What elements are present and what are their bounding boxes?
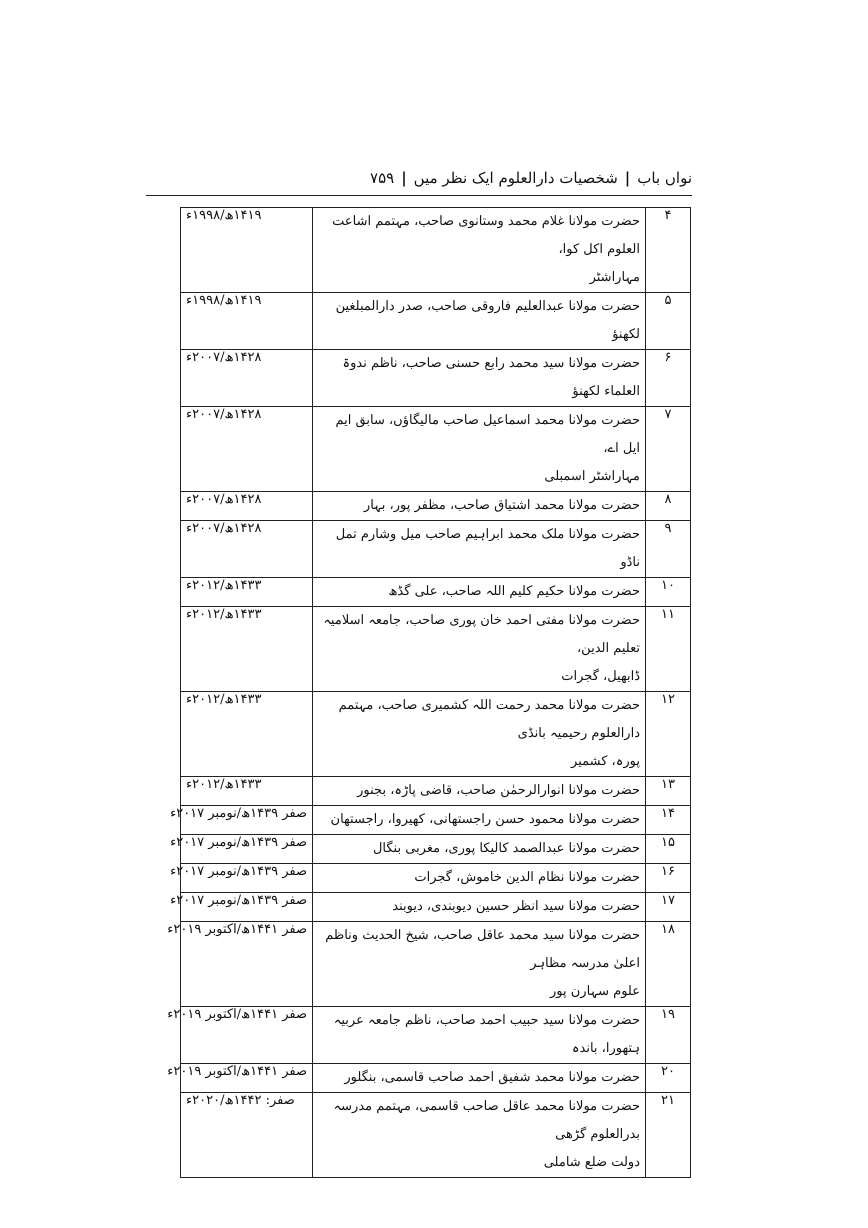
person-text-line: حضرت مولانا ملک محمد ابراہیم صاحب میل وشارم تمل ناڈو	[335, 527, 640, 570]
person-cell	[313, 692, 646, 777]
table-row	[181, 922, 691, 1007]
table-row	[181, 835, 691, 864]
row-number: ۱۶	[646, 864, 691, 893]
person-text-line: حضرت مولانا محمود حسن راجستھانی، کھیروا، راجستھان	[330, 812, 640, 827]
row-number: ۱۲	[646, 692, 691, 777]
date-cell: صفر ۱۴۳۹ھ/نومبر ۲۰۱۷ء	[181, 893, 313, 922]
row-number: ۱۸	[646, 922, 691, 1007]
date-cell: ۱۴۳۳ھ/۲۰۱۲ء	[181, 777, 313, 806]
date-cell: ۱۴۲۸ھ/۲۰۰۷ء	[181, 407, 313, 492]
person-text-line: حضرت مولانا غلام محمد وستانوی صاحب، مہتمم اشاعت العلوم اکل کوا،	[332, 214, 640, 257]
row-number: ۶	[646, 350, 691, 407]
header-separator: |	[401, 169, 407, 187]
person-cell	[313, 607, 646, 692]
person-text-line: حضرت مولانا انوارالرحمٰن صاحب، قاضی پاڑہ، بجنور	[357, 783, 640, 798]
person-cell	[313, 893, 646, 922]
date-cell: صفر ۱۴۴۱ھ/اکتوبر ۲۰۱۹ء	[181, 1064, 313, 1093]
table-row	[181, 293, 691, 350]
person-text-line: علوم سہارن پور	[550, 984, 640, 999]
person-text-line: حضرت مولانا محمد شفیق احمد صاحب قاسمی، بنگلور	[344, 1070, 640, 1085]
row-number: ۱۵	[646, 835, 691, 864]
row-number: ۱۱	[646, 607, 691, 692]
table-row	[181, 578, 691, 607]
table-row	[181, 864, 691, 893]
person-text-line: حضرت مولانا سید محمد رابع حسنی صاحب، ناظم ندوۃ العلماء لکھنؤ	[342, 356, 640, 399]
date-cell: ۱۴۳۳ھ/۲۰۱۲ء	[181, 692, 313, 777]
person-text-line: حضرت مولانا نظام الدین خاموش، گجرات	[414, 870, 640, 885]
date-cell: صفر ۱۴۴۱ھ/اکتوبر ۲۰۱۹ء	[181, 1007, 313, 1064]
row-number: ۱۴	[646, 806, 691, 835]
person-text-line: حضرت مولانا عبدالعلیم فاروقی صاحب، صدر دارالمبلغین لکھنؤ	[335, 299, 640, 342]
row-number: ۹	[646, 521, 691, 578]
table-row	[181, 1093, 691, 1178]
row-number: ۴	[646, 208, 691, 293]
table-row	[181, 806, 691, 835]
table-row	[181, 777, 691, 806]
person-cell	[313, 806, 646, 835]
person-text-line: حضرت مولانا سید انظر حسین دیوبندی، دیوبند	[392, 899, 640, 914]
table-row	[181, 521, 691, 578]
person-text-line: حضرت مولانا حکیم کلیم اللہ صاحب، علی گڈھ	[388, 584, 640, 599]
person-text-line: ڈابھیل، گجرات	[561, 669, 640, 684]
person-cell	[313, 492, 646, 521]
person-text-line: حضرت مولانا سید محمد عاقل صاحب، شیخ الحدیث وناظم اعلیٰ مدرسہ مظاہر	[325, 928, 640, 971]
table-row	[181, 208, 691, 293]
date-cell: ۱۴۳۳ھ/۲۰۱۲ء	[181, 578, 313, 607]
date-cell: ۱۴۳۳ھ/۲۰۱۲ء	[181, 607, 313, 692]
header-separator: |	[624, 169, 631, 187]
date-cell: ۱۴۱۹ھ/۱۹۹۸ء	[181, 208, 313, 293]
person-cell	[313, 407, 646, 492]
chapter-label: نواں باب	[637, 169, 692, 187]
date-cell: ۱۴۱۹ھ/۱۹۹۸ء	[181, 293, 313, 350]
date-cell: صفر ۱۴۳۹ھ/نومبر ۲۰۱۷ء	[181, 806, 313, 835]
row-number: ۱۰	[646, 578, 691, 607]
date-cell: صفر ۱۴۳۹ھ/نومبر ۲۰۱۷ء	[181, 835, 313, 864]
table-row	[181, 350, 691, 407]
date-cell: ۱۴۲۸ھ/۲۰۰۷ء	[181, 521, 313, 578]
person-text-line: دولت ضلع شاملی	[543, 1155, 640, 1170]
date-cell: صفر ۱۴۳۹ھ/نومبر ۲۰۱۷ء	[181, 864, 313, 893]
date-cell: ۱۴۲۸ھ/۲۰۰۷ء	[181, 350, 313, 407]
header-rule	[146, 195, 692, 196]
person-cell	[313, 208, 646, 293]
person-cell	[313, 1093, 646, 1178]
table-row	[181, 1064, 691, 1093]
date-cell: صفر ۱۴۴۱ھ/اکتوبر ۲۰۱۹ء	[181, 922, 313, 1007]
table-body	[167, 208, 691, 1178]
person-cell	[313, 864, 646, 893]
person-text-line: حضرت مولانا محمد رحمت اللہ کشمیری صاحب، مہتمم دارالعلوم رحیمیہ بانڈی	[338, 698, 640, 741]
personalities-table	[167, 207, 691, 1178]
person-cell	[313, 922, 646, 1007]
person-text-line: مہاراشٹر	[589, 270, 640, 285]
running-header	[180, 164, 692, 192]
row-number: ۱۷	[646, 893, 691, 922]
row-number: ۲۱	[646, 1093, 691, 1178]
row-number: ۱۳	[646, 777, 691, 806]
person-cell	[313, 521, 646, 578]
table-row	[181, 492, 691, 521]
person-text-line: حضرت مولانا عبدالصمد کالیکا پوری، مغربی بنگال	[372, 841, 640, 856]
page-number: ۷۵۹	[370, 169, 395, 187]
table-row	[181, 692, 691, 777]
person-cell	[313, 293, 646, 350]
row-number: ۸	[646, 492, 691, 521]
person-text-line: حضرت مولانا مفتی احمد خان پوری صاحب، جامعہ اسلامیہ تعلیم الدین،	[323, 613, 640, 656]
table-row	[181, 607, 691, 692]
person-cell	[313, 1064, 646, 1093]
row-number: ۲۰	[646, 1064, 691, 1093]
person-cell	[313, 1007, 646, 1064]
row-number: ۷	[646, 407, 691, 492]
person-text-line: حضرت مولانا محمد عاقل صاحب قاسمی، مہتمم مدرسہ بدرالعلوم گڑھی	[333, 1099, 640, 1142]
table-row	[181, 893, 691, 922]
row-number: ۱۹	[646, 1007, 691, 1064]
person-text-line: حضرت مولانا محمد اسماعیل صاحب مالیگاؤں، سابق ایم ایل اے،	[335, 413, 640, 456]
person-text-line: مہاراشٹر اسمبلی	[544, 469, 640, 484]
person-text-line: حضرت مولانا سید حبیب احمد صاحب، ناظم جامعہ عربیہ ہتھورا، باندہ	[333, 1013, 640, 1056]
person-cell	[313, 777, 646, 806]
person-cell	[313, 350, 646, 407]
header-title: شخصیات دارالعلوم ایک نظر میں	[413, 169, 618, 187]
table-row	[181, 1007, 691, 1064]
person-cell	[313, 835, 646, 864]
person-text-line: پورہ، کشمیر	[571, 754, 640, 769]
person-text-line: حضرت مولانا محمد اشتیاق صاحب، مظفر پور، بہار	[363, 498, 640, 513]
row-number: ۵	[646, 293, 691, 350]
person-cell	[313, 578, 646, 607]
date-cell: صفر: ۱۴۴۲ھ/۲۰۲۰ء	[181, 1093, 313, 1178]
table-row	[181, 407, 691, 492]
date-cell: ۱۴۲۸ھ/۲۰۰۷ء	[181, 492, 313, 521]
